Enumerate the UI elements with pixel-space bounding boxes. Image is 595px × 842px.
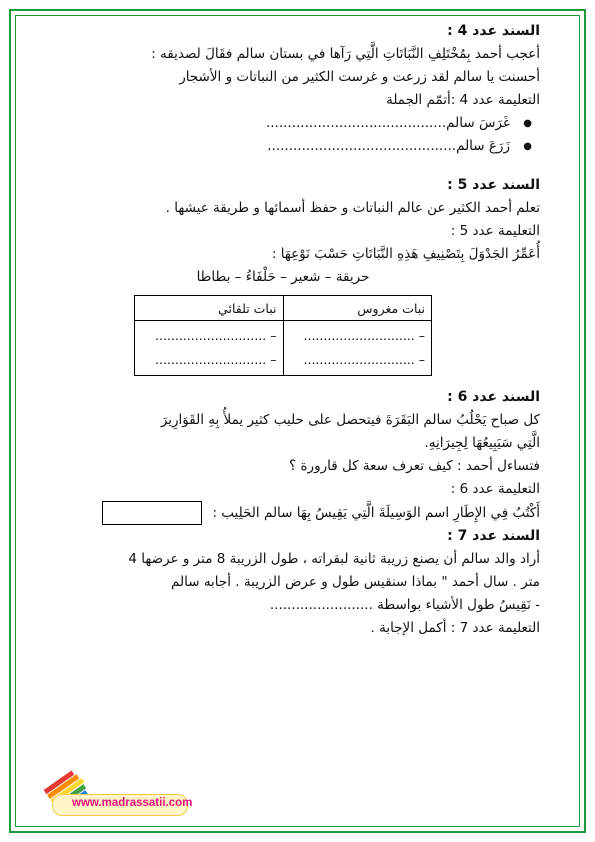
table-cell-wild[interactable] [135, 321, 284, 376]
table-cell-line[interactable]: – ............................ [303, 352, 425, 367]
section-6-task: أَكْتُبُ فِي الإِطَارِ اسم الوَسِيلَةَ الَّتِي يَقِيسُ بِهَا سالم الحَلِيب : [212, 505, 540, 521]
table-header-planted: نبات مغروس [283, 296, 432, 321]
answer-box[interactable] [102, 501, 202, 525]
table-header-wild: نبات تلقائي [135, 296, 284, 321]
section-5-heading: السند عدد 5 : [447, 177, 540, 193]
section-4-bullets [26, 112, 540, 158]
section-7-text-line-1: أراد والد سالم أن يصنع زريبة ثانية لبقراته ، طول الزريبة 8 متر و عرضها 4 [128, 551, 540, 567]
site-logo [38, 770, 193, 822]
section-5-word-list: حريقة – شعير – حَلْفَاءُ – بطاطا [196, 269, 370, 285]
section-5-instruction: التعليمة عدد 5 : [450, 223, 540, 239]
table-cell-line[interactable]: – ............................ [155, 352, 277, 367]
section-6-task-row [26, 501, 540, 525]
section-6-question: فتساءل أحمد : كيف تعرف سعة كل قارورة ؟ [289, 458, 540, 474]
section-5-task: أُعَمِّرُ الجَدْوَلَ بِتَصْنِيفِ هَذِهِ النَّبَاتَاتِ حَسْبَ نَوْعِهَا : [271, 246, 540, 262]
table-cell-line[interactable]: – ............................ [303, 328, 425, 343]
section-6-text-line-2: الَّتِي سَيَبِيعُهَا لِجِيرَانِهِ. [424, 435, 540, 451]
worksheet-content [26, 20, 540, 640]
logo-text: www.madrassatii.com [72, 797, 193, 809]
section-6-instruction: التعليمة عدد 6 : [450, 481, 540, 497]
bullet-item-2[interactable]: ● زَرَعَ سالم............................................ [26, 135, 510, 158]
section-4-instruction: التعليمة عدد 4 :أتمّم الجملة [386, 92, 540, 108]
table-cell-planted[interactable] [283, 321, 432, 376]
section-7-instruction: التعليمة عدد 7 : أكمل الإجابة . [370, 620, 540, 636]
section-6-heading: السند عدد 6 : [447, 389, 540, 405]
section-7-text-line-2: متر . سال أحمد " بماذا سنقيس طول و عرض الزريبة . أجابه سالم [171, 574, 540, 590]
section-6-text-line-1: كل صباح يَحْلُبُ سالم البَقَرَةَ فيتحصل على حليب كثير يملأُ بِهِ القَوَارِيرَ [160, 412, 540, 428]
table-cell-line[interactable]: – ............................ [155, 328, 277, 343]
section-4-heading: السند عدد 4 : [447, 23, 540, 39]
section-4-text-line-1: أعجب أحمد بِمُخْتَلِفِ النَّبَاتَاتِ الَّتِي رَآها في بستان سالم فقَالَ لصديقه : [151, 46, 540, 62]
section-7-heading: السند عدد 7 : [447, 528, 540, 544]
bullet-item-1[interactable]: ● غَرَسَ سالم.......................................... [26, 112, 510, 135]
section-7-text-line-3[interactable]: - نَقِيسُ طول الأشياء بواسطة ........................ [269, 597, 540, 613]
section-5-text-line-1: تعلم أحمد الكثير عن عالم النباتات و حفظ أسمائها و طريقة عيشها . [165, 200, 540, 216]
section-4-text-line-2: أحسنت يا سالم لقد زرعت و غرست الكثير من النباتات و الأشجار [179, 69, 540, 85]
plants-table [134, 295, 432, 376]
